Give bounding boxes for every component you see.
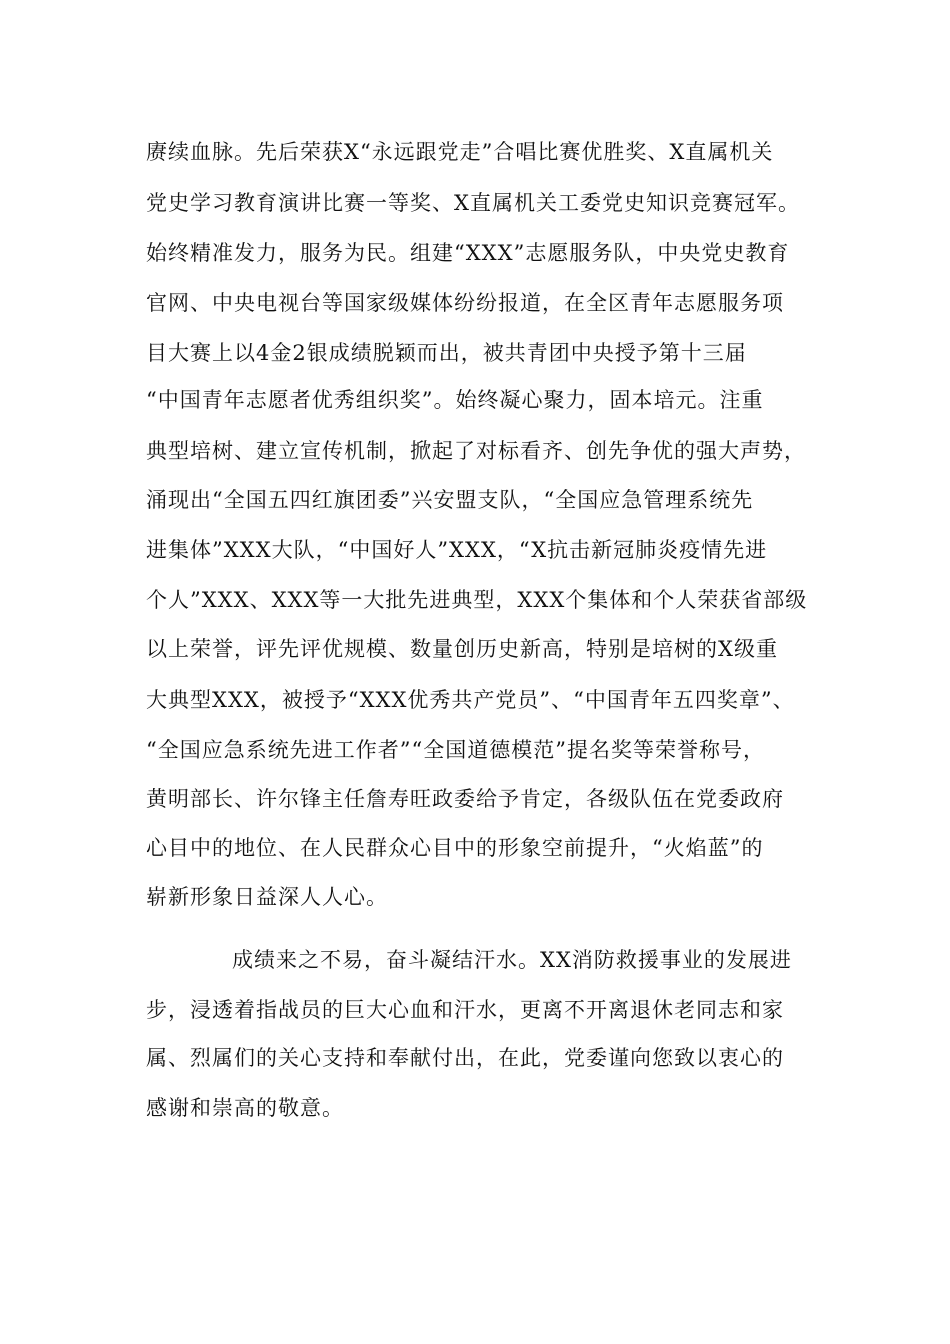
paragraph-1-line-9: 进集体”XXX大队，“中国好人”XXX，“X抗击新冠肺炎疫情先进 [146, 538, 768, 562]
paragraph-1-line-1: 赓续血脉。先后荣获X“永远跟党走”合唱比赛优胜奖、X直属机关 [146, 140, 774, 164]
paragraph-1-line-5: 目大赛上以4金2银成绩脱颖而出，被共青团中央授予第十三届 [146, 341, 747, 365]
paragraph-1-line-12: 大典型XXX，被授予“XXX优秀共产党员”、“中国青年五四奖章”、 [146, 688, 795, 712]
paragraph-2-line-4: 感谢和崇高的敬意。 [146, 1096, 344, 1120]
paragraph-1-line-15: 心目中的地位、在人民群众心目中的形象空前提升，“火焰蓝”的 [146, 836, 764, 860]
paragraph-2-line-2: 步，浸透着指战员的巨大心血和汗水，更离不开离退休老同志和家 [146, 998, 784, 1022]
paragraph-1-line-10: 个人”XXX、XXX等一大批先进典型，XXX个集体和个人荣获省部级 [146, 588, 808, 612]
paragraph-1-line-4: 官网、中央电视台等国家级媒体纷纷报道，在全区青年志愿服务项 [146, 291, 784, 315]
paragraph-1-line-2: 党史学习教育演讲比赛一等奖、X直属机关工委党史知识竞赛冠军。 [146, 191, 800, 215]
paragraph-1-line-14: 黄明部长、许尔锋主任詹寿旺政委给予肯定，各级队伍在党委政府 [146, 787, 784, 811]
paragraph-1-line-7: 典型培树、建立宣传机制，掀起了对标看齐、创先争优的强大声势， [146, 439, 806, 463]
paragraph-2-line-3: 属、烈属们的关心支持和奉献付出，在此，党委谨向您致以衷心的 [146, 1046, 784, 1070]
paragraph-1-line-11: 以上荣誉，评先评优规模、数量创历史新高，特别是培树的X级重 [146, 637, 778, 661]
paragraph-2-line-1: 成绩来之不易，奋斗凝结汗水。XX消防救援事业的发展进 [232, 948, 792, 972]
paragraph-1-line-13: “全国应急系统先进工作者”“全国道德模范”提名奖等荣誉称号， [146, 738, 765, 762]
paragraph-1-line-6: “中国青年志愿者优秀组织奖”。始终凝心聚力，固本培元。注重 [146, 388, 764, 412]
paragraph-1-line-3: 始终精准发力，服务为民。组建“XXX”志愿服务队，中央党史教育 [146, 241, 790, 265]
paragraph-1-line-16: 崭新形象日益深人人心。 [146, 885, 388, 909]
paragraph-1-line-8: 涌现出“全国五四红旗团委”兴安盟支队，“全国应急管理系统先 [146, 488, 754, 512]
